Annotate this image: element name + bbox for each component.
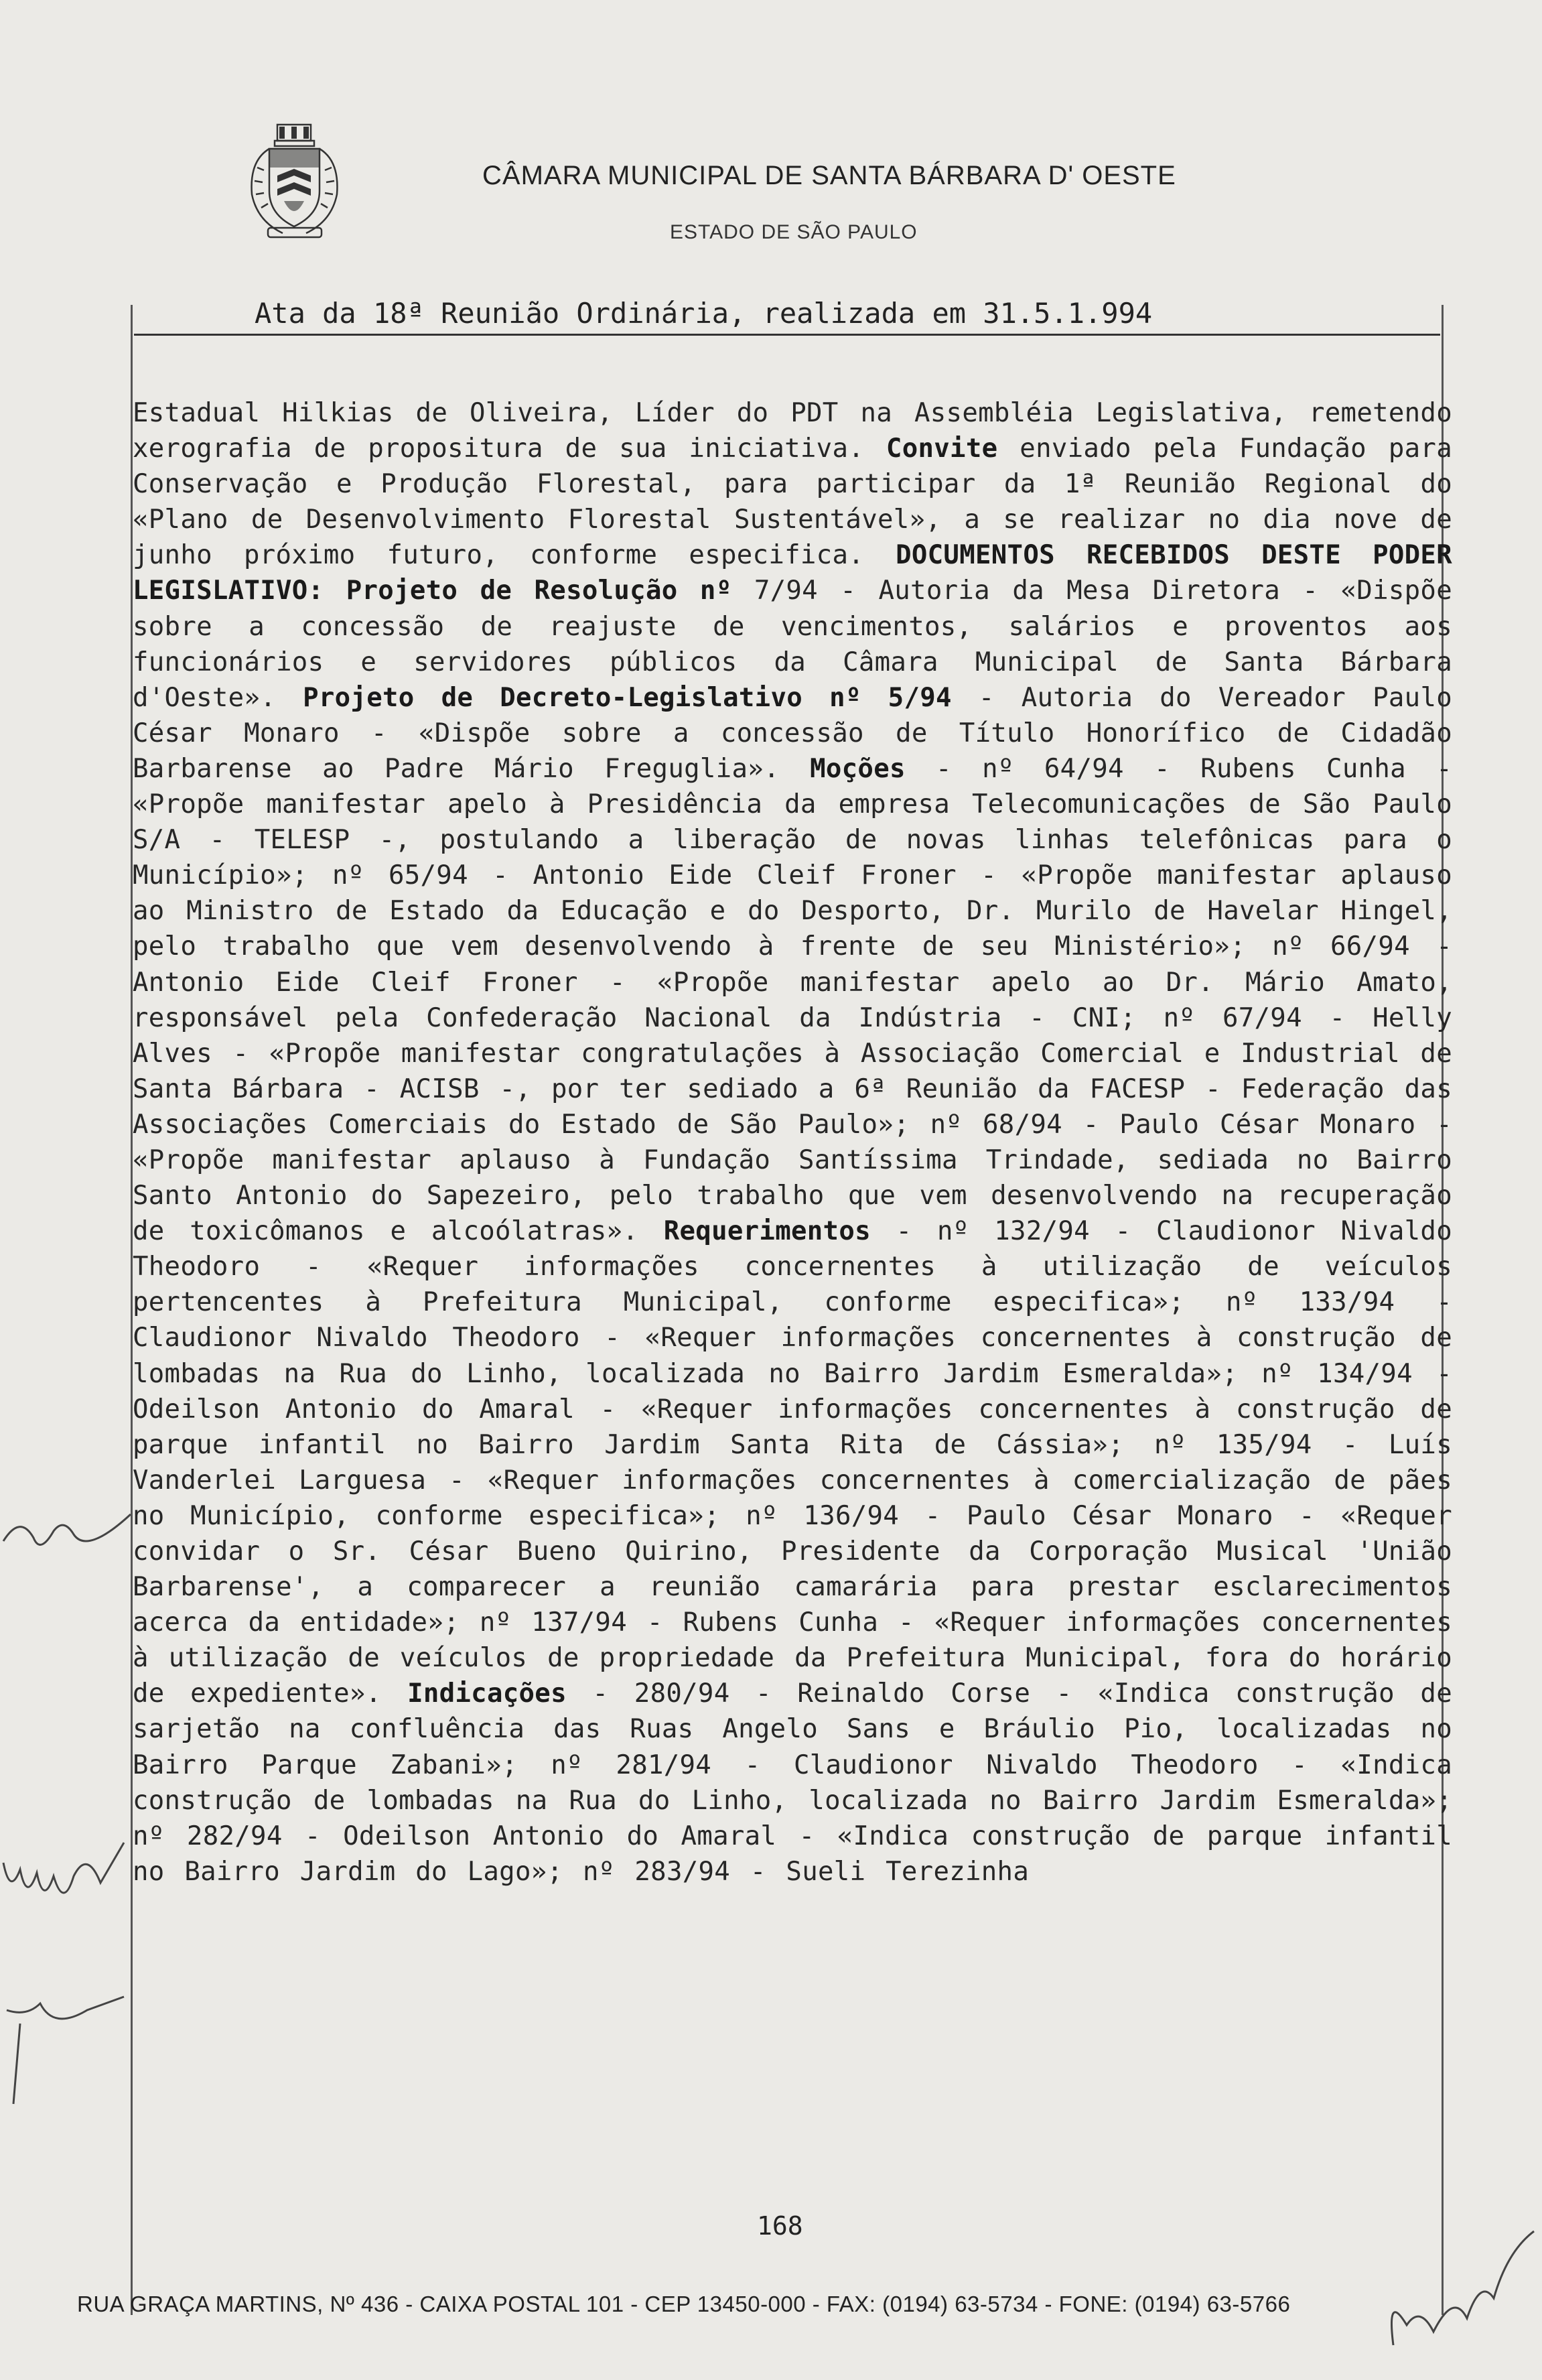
margin-signature-2 xyxy=(0,1836,127,1930)
body-heading: Requerimentos xyxy=(663,1216,871,1247)
body-segment: enviado pela Fundação para Conservação e Produção Florestal, para participar da 1ª Reunião Regional do «Plano de Desenvolvimento Florestal Sustentável», a se realizar no dia nove de junho próximo futuro, conforme especifica. xyxy=(133,434,1452,571)
institution-name: CÂMARA MUNICIPAL DE SANTA BÁRBARA D' OESTE xyxy=(482,161,1176,190)
minutes-body xyxy=(133,395,1452,1890)
footer-signature xyxy=(1380,2211,1541,2359)
body-heading: Projeto de Decreto-Legislativo nº 5/94 xyxy=(303,682,952,713)
footer-address: RUA GRAÇA MARTINS, Nº 436 - CAIXA POSTAL 101 - CEP 13450-000 - FAX: (0194) 63-5734 - FONE: (0194) 63-5766 xyxy=(77,2292,1291,2316)
document-title-text: Ata da 18ª Reunião Ordinária, realizada em 31.5.1.994 xyxy=(255,297,1153,330)
body-heading: Moções xyxy=(810,753,906,784)
body-segment: - 280/94 - Reinaldo Corse - «Indica construção de sarjetão na confluência das Ruas Angelo Sans e Bráulio Pio, localizadas no Bairro Parque Zabani»; nº 281/94 - Claudionor Nivaldo Theodoro - «Indica construção de lombadas na Rua do Linho, localizada no Bairro Jardim Esmeralda»; nº 282/94 - Odeilson Antonio do Amaral - «Indica construção de parque infantil no Bairro Jardim do Lago»; nº 283/94 - Sueli Terezinha xyxy=(133,1678,1452,1887)
margin-signature-3 xyxy=(0,1983,127,2111)
state-name: ESTADO DE SÃO PAULO xyxy=(670,221,918,243)
body-heading: Indicações xyxy=(407,1678,567,1709)
body-segment: - Autoria do Vereador Paulo César Monaro - «Dispõe sobre a concessão de Título Honorífico de Cidadão Barbarense ao Padre Mário Freguglia». xyxy=(133,682,1453,784)
body-segment: - nº 64/94 - Rubens Cunha - «Propõe manifestar apelo à Presidência da empresa Telecomunicações de São Paulo S/A - TELESP -, postulando a liberação de novas linhas telefônicas para o Município»; nº 65/94 - Antonio Eide Cleif Froner - «Propõe manifestar aplauso ao Ministro de Estado da Educação e do Desporto, Dr. Murilo de Havelar Hingel, pelo trabalho que vem desenvolvendo à frente de seu Ministério»; nº 66/94 - Antonio Eide Cleif Froner - «Propõe manifestar apelo ao Dr. Mário Amato, responsável pela Confederação Nacional da Indústria - CNI; nº 67/94 - Helly Alves - «Propõe manifestar congratulações à Associação Comercial e Industrial de Santa Bárbara - ACISB -, por ter sediado a 6ª Reunião da FACESP - Federação das Associações Comerciais do Estado de São Paulo»; nº 68/94 - Paulo César Monaro - «Propõe manifestar aplauso à Fundação Santíssima Trindade, sediada no Bairro Santo Antonio do Sapezeiro, pelo trabalho que vem desenvolvendo na recuperação de toxicômanos e alcoólatras». xyxy=(133,753,1453,1247)
municipal-crest-icon xyxy=(242,121,346,245)
body-heading: Convite xyxy=(886,434,998,464)
body-segment: - nº 132/94 - Claudionor Nivaldo Theodoro - «Requer informações concernentes à utilização de veículos pertencentes à Prefeitura Municipal, conforme especifica»; nº 133/94 - Claudionor Nivaldo Theodoro - «Requer informações concernentes à construção de lombadas na Rua do Linho, localizada no Bairro Jardim Esmeralda»; nº 134/94 - Odeilson Antonio do Amaral - «Requer informações concernentes à construção de parque infantil no Bairro Jardim Santa Rita de Cássia»; nº 135/94 - Luís Vanderlei Larguesa - «Requer informações concernentes à comercialização de pães no Município, conforme especifica»; nº 136/94 - Paulo César Monaro - «Requer convidar o Sr. César Bueno Quirino, Presidente da Corporação Musical 'União Barbarense', a comparecer a reunião camarária para prestar esclarecimentos acerca da entidade»; nº 137/94 - Rubens Cunha - «Requer informações concernentes à utilização de veículos de propriedade da Prefeitura Municipal, fora do horário de expediente». xyxy=(133,1216,1452,1709)
body-segment: Estadual Hilkias de Oliveira, Líder do PDT na Assembléia Legislativa, remetendo xerografia de propositura de sua iniciativa. xyxy=(133,398,1452,464)
body-segment: 7/94 - Autoria da Mesa Diretora - «Dispõe sobre a concessão de reajuste de vencimentos, salários e proventos aos funcionários e servidores públicos da Câmara Municipal de Santa Bárbara d'Oeste». xyxy=(133,576,1452,713)
page-number: 168 xyxy=(757,2211,803,2241)
document-title xyxy=(134,297,1440,336)
body-heading: DOCUMENTOS RECEBIDOS DESTE PODER LEGISLATIVO: Projeto de Resolução nº xyxy=(133,540,1452,606)
margin-signature-1 xyxy=(0,1501,134,1601)
